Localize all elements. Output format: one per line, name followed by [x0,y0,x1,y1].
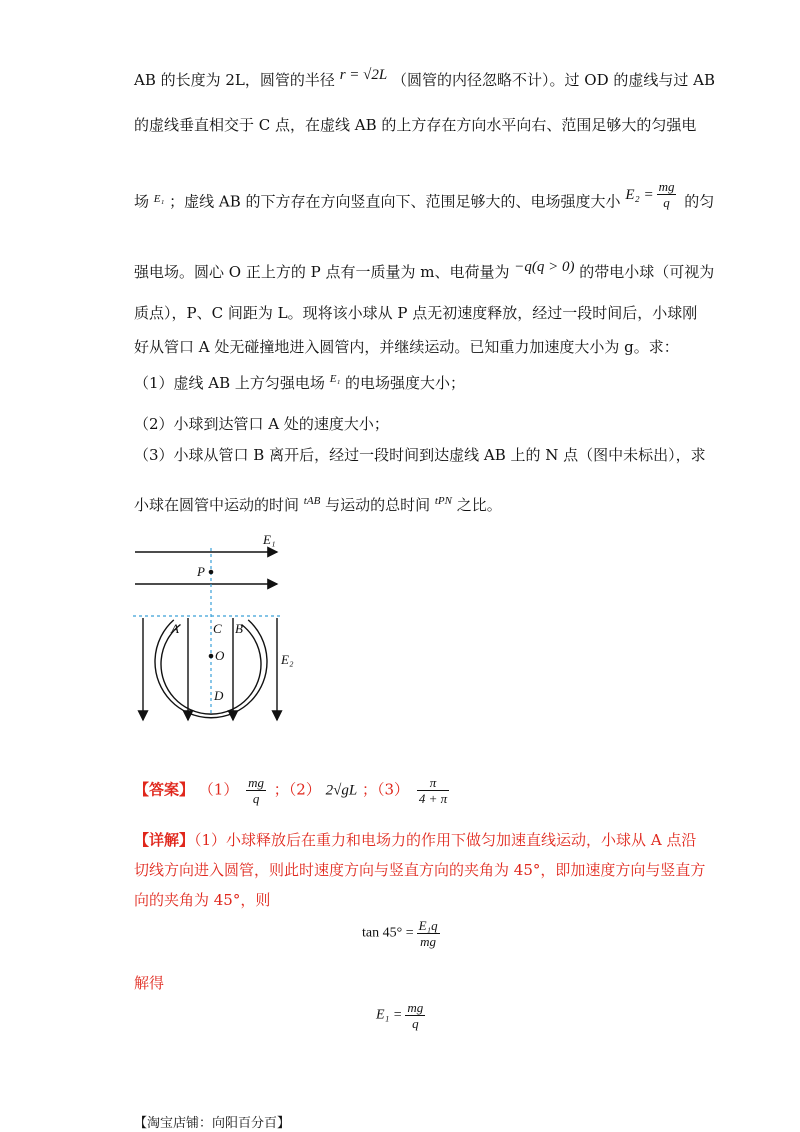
equation-fraction [405,1000,425,1031]
text-segment: （圆管的内径忽略不计）。过 OD 的虚线与过 AB [392,71,716,89]
label-a: A [171,621,179,636]
text-segment: （1）虚线 AB 上方匀强电场 [134,374,325,392]
fraction-denominator: mg [420,934,437,949]
answer-part: （1） [198,780,239,799]
solve-label: 解得 [134,974,165,992]
question-2: （2）小球到达管口 A 处的速度大小； [134,415,389,433]
problem-line-1 [134,67,716,91]
label-d: D [214,688,224,703]
answer-part: ；（2） [273,780,321,799]
fraction-numerator: mg [407,1000,424,1015]
detail-tag: 【详解】 [134,831,195,849]
problem-line-2: 的虚线垂直相交于 C 点，在虚线 AB 的上方存在方向水平向右、范围足够大的匀强电 [134,116,697,134]
text-segment: 之比。 [456,496,502,514]
fraction-denominator: q [412,1016,419,1031]
answer-part: ；（3） [361,780,410,799]
fraction-denominator: q [252,791,260,806]
e2-lhs: E₂ = [625,186,654,203]
fraction-numerator: π [417,775,449,791]
question-3: （3）小球从管口 B 离开后，经过一段时间到达虚线 AB 上的 N 点（图中未标出），求 [134,446,706,464]
detail-line-2: 切线方向进入圆管，则此时速度方向与竖直方向的夹角为 45°，即加速度方向与竖直方 [134,861,706,879]
e1-symbol: E₁ [153,192,165,205]
label-e1: E₁ [263,532,276,547]
e1-symbol: E₁ [329,373,341,385]
text-segment: 小球在圆管中运动的时间 [134,496,300,514]
problem-line-4 [134,259,715,283]
fraction-denominator: q [663,195,670,210]
fraction-numerator: E₁q [418,918,438,933]
text-segment: 强电场。圆心 O 正上方的 P 点有一质量为 m、电荷量为 [134,263,510,281]
answer-line [134,775,452,806]
text-segment: 的匀 [684,192,715,211]
text-segment: 场 [134,192,150,211]
problem-line-6: 好从管口 A 处无碰撞地进入圆管内，并继续运动。已知重力加速度大小为 g。求： [134,338,679,356]
text-segment: 的带电小球（可视为 [579,263,715,281]
answer-1-fraction [246,775,266,806]
fraction-numerator: mg [658,179,675,194]
equation-lhs: E₁ = [376,1007,403,1023]
point-o [209,654,214,659]
point-p [209,570,214,575]
problem-line-5: 质点），P、C 间距为 L。现将该小球从 P 点无初速度释放，经过一段时间后，小球刚 [134,304,698,322]
charge-expression: −q(q > 0) [514,259,575,275]
radius-formula: r = √2L [339,67,388,83]
t-ab-symbol: tAB [303,495,321,507]
equation-fraction [417,918,440,949]
label-o: O [215,648,225,663]
label-e2: E₂ [281,652,294,667]
text-segment: （1）小球释放后在重力和电场力的作用下做匀加速直线运动，小球从 A 点沿 [194,831,697,849]
answer-3-fraction [417,775,449,806]
question-3-cont [134,495,502,517]
label-c: C [213,621,222,636]
fraction-numerator: mg [248,775,265,790]
detail-line-3: 向的夹角为 45°，则 [134,891,271,909]
answer-tag: 【答案】 [134,780,195,799]
physics-figure [125,530,300,730]
label-p: P [197,564,205,579]
equation-lhs: tan 45° = [362,925,414,941]
text-segment: ；虚线 AB 的下方存在方向竖直向下、范围足够大的、电场强度大小 [169,192,621,211]
answer-2: 2√gL [325,782,358,799]
text-segment: 与运动的总时间 [325,496,431,514]
problem-line-3 [134,179,715,218]
fraction-denominator: 4 + π [418,791,448,806]
detail-line-1 [134,830,696,850]
footer-shop-label: 【淘宝店铺：向阳百分百】 [134,1116,291,1131]
equation-e1 [376,1000,428,1031]
question-1 [134,373,465,395]
text-segment: 的电场强度大小； [345,374,466,392]
equation-tan45 [362,918,443,949]
text-segment: AB 的长度为 2L，圆管的半径 [134,71,335,89]
e2-fraction [657,179,677,210]
t-pn-symbol: tPN [434,495,452,507]
label-b: B [235,621,243,636]
